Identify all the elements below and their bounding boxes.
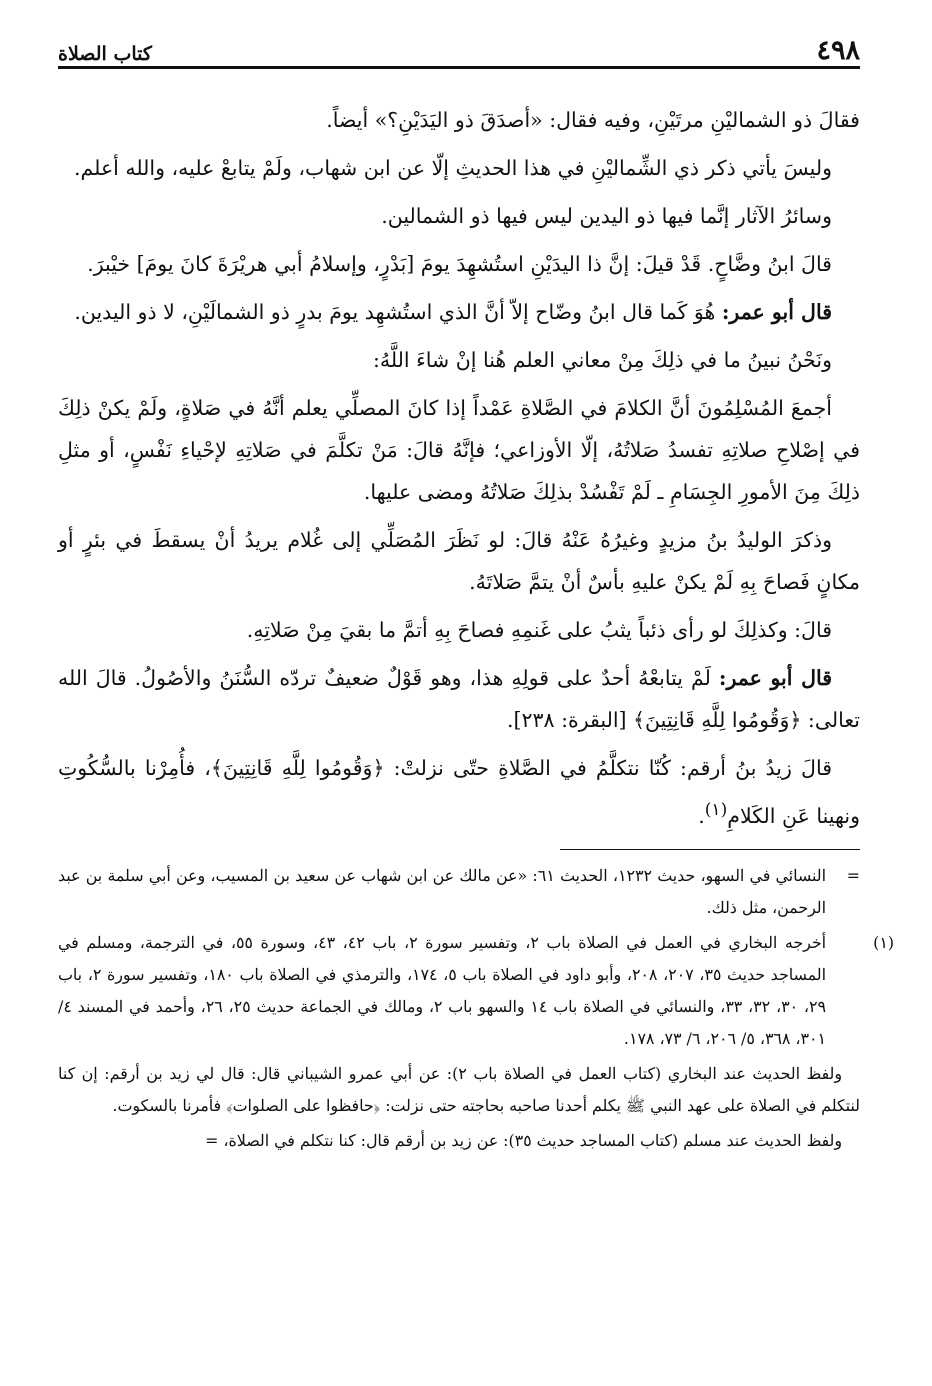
footnote-paragraph: ولفظ الحديث عند البخاري (كتاب العمل في الصلاة باب ٢): عن أبي عمرو الشيباني قال: قال لي زيد بن أرقم: إن كنا لنتكلم في الصلاة على عهد النبي ﷺ يكلم أحدنا صاحبه بحاجته حتى نزلت: ﴿حافظوا على الصلوات﴾ فأمرنا بالسكوت. — [58, 1063, 860, 1115]
footnotes — [58, 860, 895, 1157]
main-text — [58, 99, 860, 837]
paragraph: وليسَ يأتي ذكر ذي الشِّماليْنِ في هذا الحديثِ إلّا عن ابن شهاب، ولَمْ يتابعْ عليه، والله أعلم. — [74, 156, 832, 180]
speaker-label: قال أبو عمر: — [718, 666, 833, 690]
running-header — [58, 30, 860, 69]
footnote-continued: = النسائي في السهو، حديث ١٢٣٢، الحديث ٦١: «عن مالك عن ابن شهاب عن سعيد بن المسيب، وعن أبي سلمة بن عبد الرحمن، مثل ذلك. — [58, 860, 860, 924]
paragraph-end: . — [698, 803, 705, 828]
paragraph — [58, 747, 860, 837]
footnote-paragraph: ولفظ الحديث عند مسلم (كتاب المساجد حديث ٣٥): عن زيد بن أرقم قال: كنا نتكلم في الصلاة، = — [58, 1125, 860, 1157]
paragraph: أجمعَ المُسْلِمُونَ أنَّ الكلامَ في الصَّلاةِ عَمْداً إذا كانَ المصلِّي يعلم أنَّهُ في صَلاةٍ، ولَمْ يكنْ ذلِكَ في إصْلاحِ صلاتِهِ تفسدُ صَلاتُهُ، إلّا الأوزاعي؛ فإنَّهُ قالَ: مَنْ تكلَّمَ في صَلاتِهِ لإحْياءِ نَفْسٍ، أو مثلِ ذلِكَ مِنَ الأمورِ الجِسَامِ ـ لَمْ تَفْسُدْ بذلِكَ صَلاتُهُ ومضى عليها. — [58, 396, 860, 504]
paragraph: فقالَ ذو الشماليْنِ مرتَيْنِ، وفيه فقال: «أصدَقَ ذو اليَدَيْنِ؟» أيضاً. — [326, 108, 860, 132]
paragraph: وذكرَ الوليدُ بنُ مزيدٍ وغيرُهُ عَنْهُ قالَ: لو نَظَرَ المُصَلِّي إلى غُلام يريدُ أنْ يسقطَ في بئرٍ أو مكانٍ فَصاحَ بِهِ لَمْ يكنْ عليهِ بأسٌ أنْ يتمَّ صَلاتَهُ. — [58, 528, 860, 594]
paragraph — [58, 291, 860, 333]
chapter-title: كتاب الصلاة — [58, 43, 152, 65]
paragraph: وسائرُ الآثار إنَّما فيها ذو اليدين ليس فيها ذو الشمالين. — [381, 204, 832, 228]
paragraph-text: هُوَ كَما قال ابنُ وضّاح إلاّ أنَّ الذي استُشهِد يومَ بدرٍ ذو الشمالَيْنِ، لا ذو اليدين. — [74, 300, 722, 324]
paragraph: قالَ ابنُ وضَّاحٍ. قَدْ قيلَ: إنَّ ذا اليدَيْنِ استُشهِدَ يومَ [بَدْرٍ، وإسلامُ أبي هريْرَةَ كانَ يومَ] خيْبرَ. — [87, 252, 832, 276]
paragraph: ونَحْنُ نبينُ ما في ذلِكَ مِنْ معاني العلم هُنا إنْ شاءَ اللَّهُ: — [372, 348, 832, 372]
speaker-label: قال أبو عمر: — [721, 300, 832, 324]
footnote-1 — [58, 927, 895, 1055]
paragraph — [58, 657, 860, 741]
footnote-text: أخرجه البخاري في العمل في الصلاة باب ٢، وتفسير سورة ٢، باب ٤٢، ٤٣، وسورة ٥٥، في الترجمة، ومسلم في المساجد حديث ٣٥، ٢٠٧، ٢٠٨، وأبو داود في الصلاة باب ٥، ١٧٤، والترمذي في الصلاة باب ١٨٠، وتفسير سورة ٢، باب ٢٩، ٣٠، ٣٢، ٣٣، والنسائي في الصلاة باب ١٤ والسهو باب ٢، ومالك في الجماعة حديث ٢٥، ٢٦، وأحمد في المسند ٤/ ٣٠١، ٣٦٨، ٥/ ٢٠٦، ٦/ ٧٣، ١٧٨. — [58, 932, 827, 1048]
footnote-ref: (١) — [704, 800, 728, 820]
paragraph-text: قالَ زيدُ بنُ أرقم: كُنّا نتكلَّمُ في الصَّلاةِ حتّى نزلتْ: ﴿وَقُومُوا لِلَّهِ قَانِتِينَ﴾، فأُمِرْنا بالسُّكُوتِ ونهينا عَنِ الكَلامِ — [58, 756, 860, 828]
footnote-number: (١) — [873, 932, 895, 952]
footnote-divider — [560, 849, 860, 850]
page-number: ٤٩٨ — [816, 35, 860, 66]
paragraph-text: لَمْ يتابعْهُ أحدٌ على قولِهِ هذا، وهو قَوْلٌ ضعيفٌ تردّه السُّنَنُ والأصُولُ. قالَ الله تعالى: ﴿وَقُومُوا لِلَّهِ قَانِتِينَ﴾ [البقرة: ٢٣٨]. — [58, 666, 860, 732]
paragraph: قالَ: وكذلِكَ لو رأى ذئباً يثبُ على غَنمِهِ فصاحَ بِهِ أتمَّ ما بقيَ مِنْ صَلاتِهِ. — [246, 618, 832, 642]
